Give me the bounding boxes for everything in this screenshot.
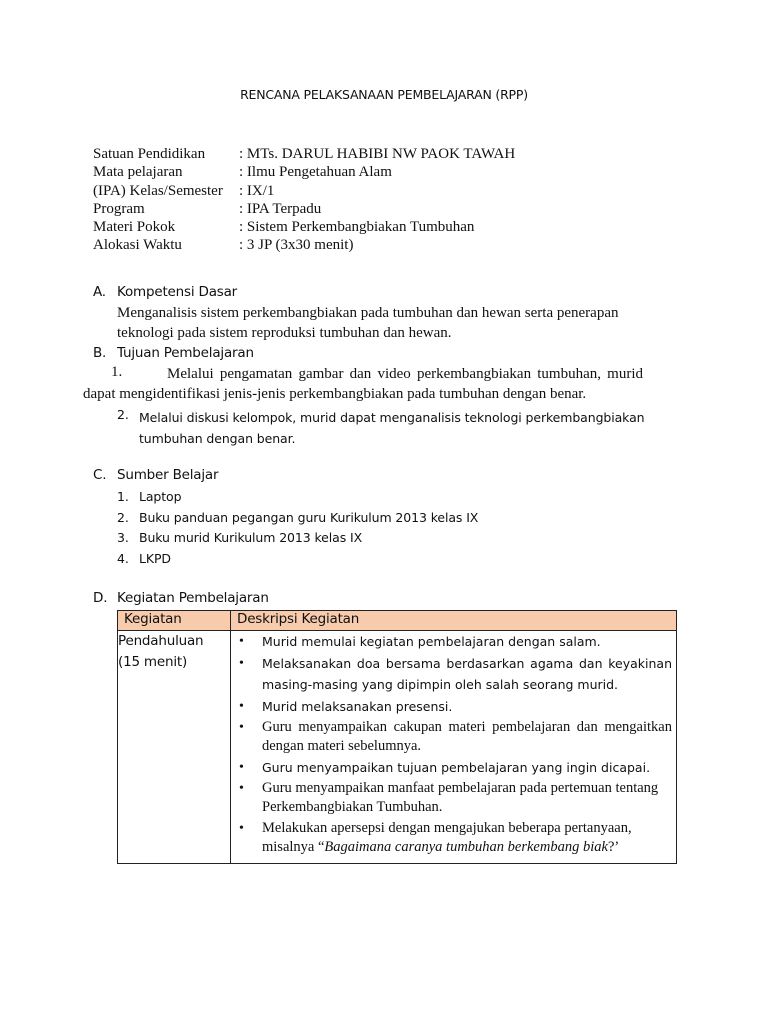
list-item — [237, 718, 672, 756]
section-c-heading — [93, 467, 218, 483]
section-a-heading — [93, 284, 237, 300]
section-letter: C. — [93, 467, 107, 483]
list-number: 1. — [117, 489, 129, 504]
section-b-heading — [93, 345, 254, 361]
bullet: • — [239, 720, 244, 735]
info-label: Satuan Pendidikan — [93, 146, 206, 162]
info-value: : Sistem Perkembangbiakan Tumbuhan — [239, 219, 475, 236]
section-title: Tujuan Pembelajaran — [117, 345, 254, 361]
activity-text — [262, 820, 632, 855]
activity-text-prefix: Melakukan apersepsi dengan mengajukan beberapa pertanyaan, misalnya “ — [262, 820, 632, 855]
section-title: Kegiatan Pembelajaran — [117, 590, 269, 606]
info-label: Mata pelajaran — [93, 164, 183, 181]
section-letter: D. — [93, 590, 108, 606]
bullet: • — [239, 699, 244, 714]
activity-text: Murid memulai kegiatan pembelajaran dengan salam. — [262, 634, 601, 649]
list-item — [117, 489, 181, 504]
table-row — [118, 631, 677, 864]
kompetensi-dasar-text: Menganalisis sistem perkembangbiakan pada tumbuhan dan hewan serta penerapan teknologi pada sistem reproduksi tumbuhan dan hewan. — [117, 305, 619, 341]
info-label: (IPA) Kelas/Semester — [93, 182, 223, 199]
activities-cell — [231, 631, 677, 864]
activity-text: Guru menyampaikan manfaat pembelajaran pada pertemuan tentang Perkembangbiakan Tumbuhan. — [262, 780, 659, 815]
list-number: 1. — [111, 364, 123, 380]
section-title: Kompetensi Dasar — [117, 284, 238, 300]
activity-text: Melaksanakan doa bersama berdasarkan agama dan keyakinan masing-masing yang dipimpin oleh salah seorang murid. — [262, 656, 672, 692]
list-text: Melalui diskusi kelompok, murid dapat menganalisis teknologi perkembangbiakan tumbuhan dengan benar. — [139, 410, 645, 446]
activity-text: Murid melaksanakan presensi. — [262, 699, 453, 714]
list-item — [237, 697, 672, 716]
activity-text: Guru menyampaikan tujuan pembelajaran yang ingin dicapai. — [262, 760, 651, 775]
activity-text-suffix: ?’ — [607, 839, 620, 855]
list-number: 2. — [117, 407, 129, 422]
info-label: Materi Pokok — [93, 219, 176, 236]
bullet: • — [239, 760, 244, 775]
list-number: 3. — [117, 530, 129, 545]
info-value: : 3 JP (3x30 menit) — [239, 237, 354, 254]
list-item — [117, 530, 362, 545]
list-number: 4. — [117, 551, 129, 566]
list-item — [83, 364, 671, 404]
list-item — [237, 819, 672, 857]
document-title: RENCANA PELAKSANAAN PEMBELAJARAN (RPP) — [240, 87, 528, 102]
column-header: Kegiatan — [118, 611, 231, 631]
activity-question: Bagaimana caranya tumbuhan berkembang biak — [324, 839, 608, 855]
bullet: • — [239, 634, 244, 649]
info-value: : IX/1 — [239, 182, 275, 199]
activity-list — [231, 631, 676, 863]
list-item — [237, 779, 672, 817]
list-item — [117, 407, 139, 422]
list-item — [117, 510, 478, 525]
activity-text: Guru menyampaikan cakupan materi pembelajaran dan mengaitkan dengan materi sebelumnya. — [262, 719, 672, 754]
column-header: Deskripsi Kegiatan — [231, 611, 677, 631]
list-item — [237, 758, 672, 777]
section-d-heading — [93, 590, 269, 606]
phase-time: (15 menit) — [118, 654, 188, 670]
info-value: : Ilmu Pengetahuan Alam — [239, 164, 392, 181]
list-text: Buku murid Kurikulum 2013 kelas IX — [139, 530, 363, 545]
list-text: Laptop — [139, 489, 182, 504]
bullet: • — [239, 781, 244, 796]
section-letter: B. — [93, 345, 107, 361]
list-text: Melalui pengamatan gambar dan video perkembangbiakan tumbuhan, murid dapat mengidentifikasi jenis-jenis perkembangbiakan pada tumbuhan dengan benar. — [83, 366, 643, 402]
list-text: Buku panduan pegangan guru Kurikulum 2013 kelas IX — [139, 510, 479, 525]
phase-cell — [118, 631, 231, 864]
list-item — [237, 632, 672, 651]
list-text: LKPD — [139, 551, 171, 566]
phase-name: Pendahuluan — [118, 633, 204, 649]
list-item — [117, 551, 171, 566]
info-label: Program — [93, 200, 145, 217]
list-item — [237, 653, 672, 695]
section-letter: A. — [93, 284, 106, 300]
bullet: • — [239, 656, 244, 671]
info-value: : MTs. DARUL HABIBI NW PAOK TAWAH — [239, 146, 516, 162]
bullet: • — [239, 821, 244, 836]
section-title: Sumber Belajar — [117, 467, 219, 483]
table-header-row — [118, 611, 677, 631]
info-label: Alokasi Waktu — [93, 237, 182, 254]
list-number: 2. — [117, 510, 129, 525]
info-value: : IPA Terpadu — [239, 200, 322, 217]
kegiatan-table — [117, 610, 677, 864]
